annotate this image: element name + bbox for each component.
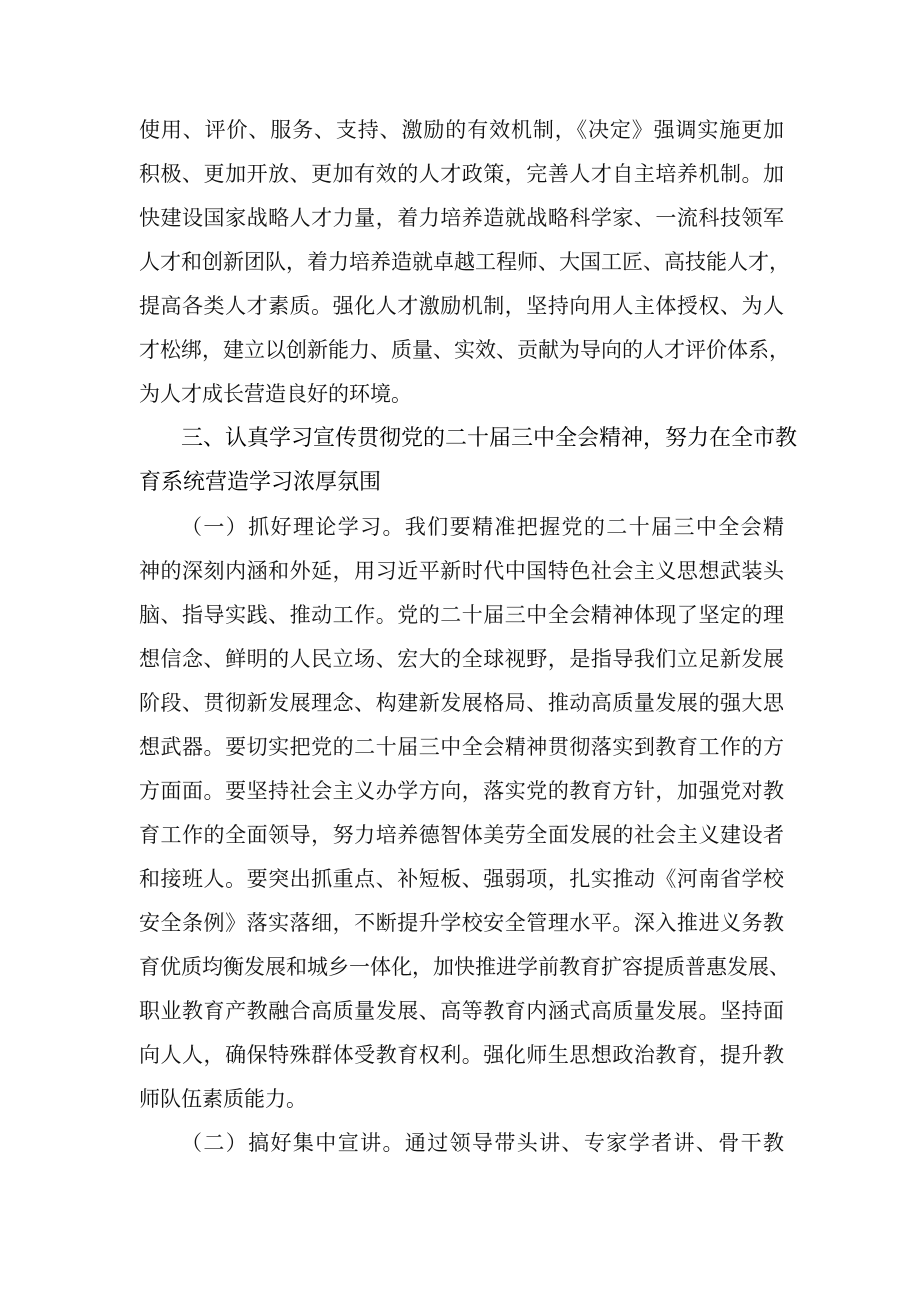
body-text-line: 积极、更加开放、更加有效的人才政策，完善人才自主培养机制。加 — [139, 162, 784, 186]
body-text-line: 为人才成长营造良好的环境。 — [139, 382, 412, 406]
body-text-line: 才松绑，建立以创新能力、质量、实效、贡献为导向的人才评价体系， — [139, 338, 790, 362]
body-text-line: 育优质均衡发展和城乡一体化，加快推进学前教育扩容提质普惠发展、 — [139, 955, 790, 979]
body-text-line: 使用、评价、服务、支持、激励的有效机制，《决定》强调实施更加 — [139, 118, 784, 142]
body-text-line: （一）抓好理论学习。我们要精准把握党的二十届三中全会精 — [181, 515, 784, 539]
body-text-line: 向人人，确保特殊群体受教育权利。强化师生思想政治教育，提升教 — [139, 1043, 784, 1067]
body-text-line: 提高各类人才素质。强化人才激励机制，坚持向用人主体授权、为人 — [139, 294, 784, 318]
body-text-line: 和接班人。要突出抓重点、补短板、强弱项，扎实推动《河南省学校 — [139, 867, 784, 891]
body-text-line: 快建设国家战略人才力量，着力培养造就战略科学家、一流科技领军 — [139, 206, 784, 230]
body-text-line: 方面面。要坚持社会主义办学方向，落实党的教育方针，加强党对教 — [139, 779, 784, 803]
body-text-line: 人才和创新团队，着力培养造就卓越工程师、大国工匠、高技能人才， — [139, 250, 790, 274]
body-text-line: 阶段、贯彻新发展理念、构建新发展格局、推动高质量发展的强大思 — [139, 691, 784, 715]
body-text-line: 职业教育产教融合高质量发展、高等教育内涵式高质量发展。坚持面 — [139, 999, 784, 1023]
section-heading: 育系统营造学习浓厚氛围 — [139, 470, 382, 495]
body-text-line: 育工作的全面领导，努力培养德智体美劳全面发展的社会主义建设者 — [139, 823, 784, 847]
section-heading: 三、认真学习宣传贯彻党的二十届三中全会精神，努力在全市教 — [181, 426, 798, 451]
body-text-line: 想信念、鲜明的人民立场、宏大的全球视野，是指导我们立足新发展 — [139, 647, 784, 671]
body-text-line: （二）搞好集中宣讲。通过领导带头讲、专家学者讲、骨干教 — [181, 1131, 784, 1155]
body-text-line: 安全条例》落实落细，不断提升学校安全管理水平。深入推进义务教 — [139, 911, 784, 935]
body-text-line: 想武器。要切实把党的二十届三中全会精神贯彻落实到教育工作的方 — [139, 735, 784, 759]
body-text-line: 神的深刻内涵和外延，用习近平新时代中国特色社会主义思想武装头 — [139, 559, 784, 583]
body-text-line: 脑、指导实践、推动工作。党的二十届三中全会精神体现了坚定的理 — [139, 603, 784, 627]
body-text-line: 师队伍素质能力。 — [139, 1087, 307, 1111]
